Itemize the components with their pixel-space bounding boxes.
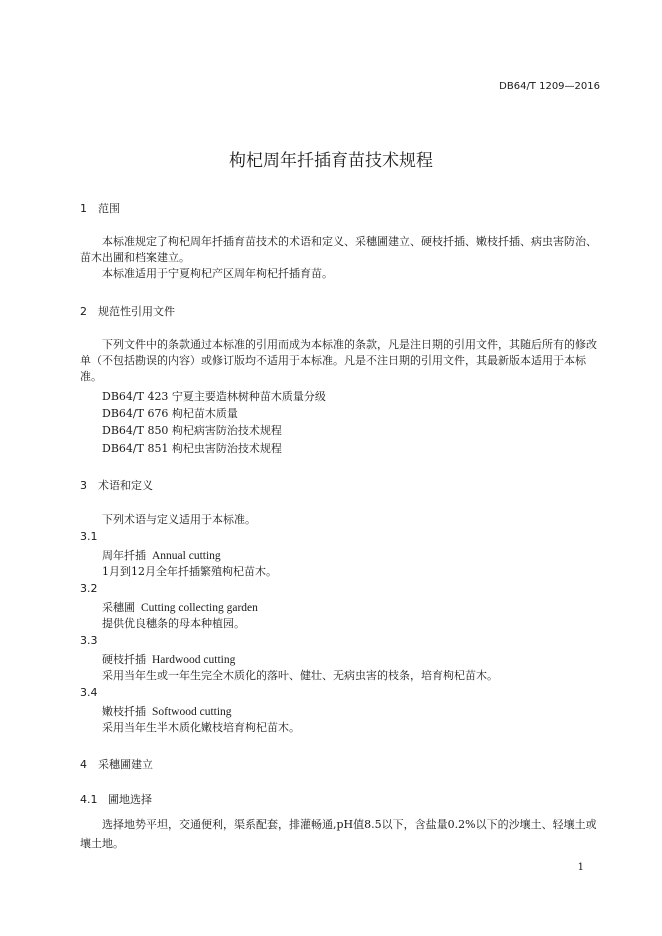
term-zh: 周年扦插	[102, 549, 146, 562]
section-number: 4	[80, 758, 87, 771]
section-2-heading	[80, 303, 175, 319]
term-en: Cutting collecting garden	[141, 602, 258, 614]
reference-item: DB64/T 423 宁夏主要造林树种苗木质量分级	[102, 390, 326, 403]
section-number: 2	[80, 305, 87, 318]
subsection-title: 圃地选择	[108, 793, 152, 806]
term-heading	[102, 651, 235, 667]
term-heading	[102, 599, 258, 615]
subsection-4-1-heading	[80, 791, 152, 807]
term-en: Hardwood cutting	[152, 654, 236, 666]
section-title: 范围	[98, 202, 120, 215]
section-4-paragraph-1: 选择地势平坦，交通便利，渠系配套，排灌畅通,pH值8.5以下，含盐量0.2%以下的沙壤土、轻壤土或壤土地。	[80, 818, 597, 850]
page-number: 1	[577, 862, 584, 873]
term-number: 3.4	[80, 686, 98, 699]
term-definition: 1月到12月全年扦插繁殖枸杞苗木。	[102, 565, 277, 578]
term-en: Annual cutting	[152, 550, 221, 562]
term-definition: 采用当年生或一年生完全木质化的落叶、健壮、无病虫害的枝条，培育枸杞苗木。	[102, 669, 498, 682]
term-zh: 嫩枝扦插	[102, 705, 146, 718]
term-zh: 硬枝扦插	[102, 653, 146, 666]
document-title: 枸杞周年扦插育苗技术规程	[229, 151, 433, 171]
section-number: 1	[80, 202, 87, 215]
section-1-heading	[80, 200, 120, 216]
section-title: 采穗圃建立	[98, 758, 153, 771]
term-number: 3.2	[80, 582, 98, 595]
section-title: 规范性引用文件	[98, 305, 175, 318]
section-4-heading	[80, 756, 153, 772]
term-en: Softwood cutting	[152, 706, 232, 718]
section-title: 术语和定义	[98, 479, 153, 492]
term-number: 3.1	[80, 530, 98, 543]
section-3-heading	[80, 477, 153, 493]
term-number: 3.3	[80, 634, 98, 647]
section-2-paragraph-1: 下列文件中的条款通过本标准的引用而成为本标准的条款，凡是注日期的引用文件，其随后所有的修改单（不包括勘误的内容）或修订版均不适用于本标准。凡是不注日期的引用文件，其最新版本适用于本标准。	[80, 338, 597, 383]
reference-item: DB64/T 850 枸杞病害防治技术规程	[102, 424, 282, 437]
section-number: 3	[80, 479, 87, 492]
standard-code: DB64/T 1209—2016	[499, 81, 600, 92]
term-definition: 采用当年生半木质化嫩枝培育枸杞苗木。	[102, 721, 300, 734]
section-1-paragraph-2: 本标准适用于宁夏枸杞产区周年枸杞扦插育苗。	[102, 267, 333, 280]
term-heading	[102, 703, 232, 719]
section-1-paragraph-1: 本标准规定了枸杞周年扦插育苗技术的术语和定义、采穗圃建立、硬枝扦插、嫩枝扦插、病虫害防治、苗木出圃和档案建立。	[80, 235, 597, 264]
term-definition: 提供优良穗条的母本种植园。	[102, 617, 245, 630]
reference-item: DB64/T 851 枸杞虫害防治技术规程	[102, 442, 282, 455]
subsection-number: 4.1	[80, 793, 98, 806]
reference-item: DB64/T 676 枸杞苗木质量	[102, 407, 238, 420]
term-heading	[102, 547, 221, 563]
term-zh: 采穗圃	[102, 601, 135, 614]
section-3-intro: 下列术语与定义适用于本标准。	[102, 513, 256, 526]
